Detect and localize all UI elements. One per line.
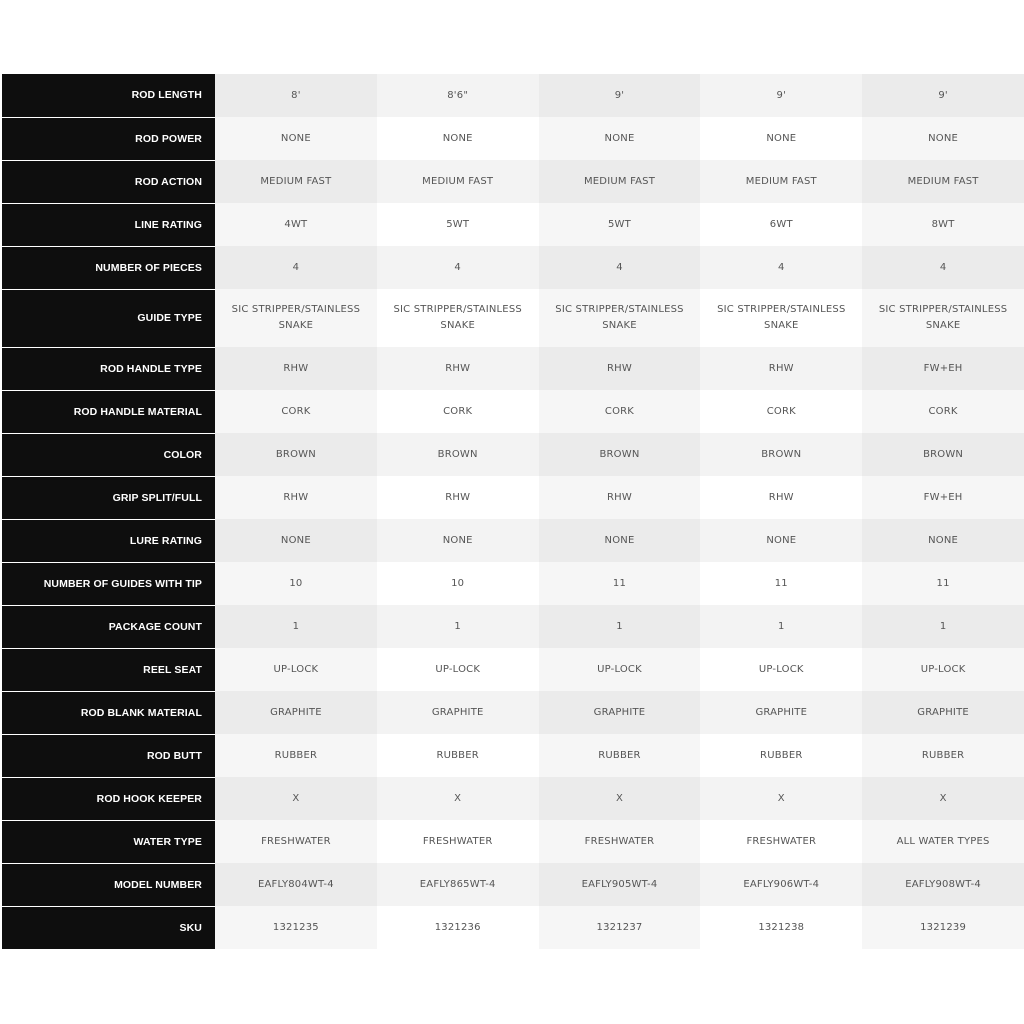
spec-cell: BROWN — [215, 433, 377, 476]
spec-cell: 4 — [700, 246, 862, 289]
spec-cell: RUBBER — [539, 734, 701, 777]
spec-row-number-of-guides — [2, 562, 1024, 605]
spec-cell: NONE — [700, 117, 862, 160]
spec-cell: MEDIUM FAST — [215, 160, 377, 203]
spec-cell: RHW — [215, 347, 377, 390]
spec-cell: FW+EH — [862, 347, 1024, 390]
spec-cell: EAFLY906WT-4 — [700, 863, 862, 906]
spec-cell: 1 — [862, 605, 1024, 648]
spec-cell: 1 — [700, 605, 862, 648]
spec-row-label: ROD POWER — [2, 117, 215, 160]
spec-cell: RHW — [700, 476, 862, 519]
spec-row-label: MODEL NUMBER — [2, 863, 215, 906]
spec-cell: GRAPHITE — [700, 691, 862, 734]
spec-row-guide-type — [2, 289, 1024, 347]
spec-row-color — [2, 433, 1024, 476]
spec-row-package-count — [2, 605, 1024, 648]
spec-cell: 1321237 — [539, 906, 701, 949]
spec-cell: 8'6" — [377, 74, 539, 117]
spec-cell: 1 — [215, 605, 377, 648]
spec-cell: UP-LOCK — [700, 648, 862, 691]
spec-row-label: GRIP SPLIT/FULL — [2, 476, 215, 519]
spec-cell: X — [377, 777, 539, 820]
spec-cell: 6WT — [700, 203, 862, 246]
spec-cell: MEDIUM FAST — [377, 160, 539, 203]
spec-cell: SIC STRIPPER/STAINLESS SNAKE — [539, 289, 701, 347]
spec-cell: CORK — [377, 390, 539, 433]
spec-cell: NONE — [539, 117, 701, 160]
spec-cell: 9' — [539, 74, 701, 117]
spec-cell: 5WT — [377, 203, 539, 246]
spec-cell: 11 — [862, 562, 1024, 605]
spec-row-rod-blank-material — [2, 691, 1024, 734]
spec-row-rod-action — [2, 160, 1024, 203]
spec-row-rod-length — [2, 74, 1024, 117]
spec-cell: 4 — [862, 246, 1024, 289]
spec-cell: 10 — [215, 562, 377, 605]
spec-row-label: ROD BUTT — [2, 734, 215, 777]
spec-cell: NONE — [215, 117, 377, 160]
spec-cell: 11 — [700, 562, 862, 605]
spec-row-label: NUMBER OF PIECES — [2, 246, 215, 289]
spec-cell: X — [862, 777, 1024, 820]
spec-cell: 8WT — [862, 203, 1024, 246]
spec-cell: CORK — [862, 390, 1024, 433]
spec-cell: BROWN — [862, 433, 1024, 476]
spec-row-number-of-pieces — [2, 246, 1024, 289]
spec-row-label: WATER TYPE — [2, 820, 215, 863]
spec-cell: EAFLY905WT-4 — [539, 863, 701, 906]
spec-row-reel-seat — [2, 648, 1024, 691]
spec-cell: MEDIUM FAST — [862, 160, 1024, 203]
spec-cell: 4WT — [215, 203, 377, 246]
spec-cell: 5WT — [539, 203, 701, 246]
spec-cell: RHW — [377, 347, 539, 390]
spec-cell: 8' — [215, 74, 377, 117]
spec-cell: X — [539, 777, 701, 820]
spec-cell: 4 — [539, 246, 701, 289]
spec-cell: EAFLY908WT-4 — [862, 863, 1024, 906]
spec-row-label: PACKAGE COUNT — [2, 605, 215, 648]
spec-row-rod-hook-keeper — [2, 777, 1024, 820]
spec-cell: 9' — [700, 74, 862, 117]
spec-cell: NONE — [215, 519, 377, 562]
spec-cell: 1321235 — [215, 906, 377, 949]
spec-cell: UP-LOCK — [215, 648, 377, 691]
spec-cell: MEDIUM FAST — [539, 160, 701, 203]
spec-cell: X — [700, 777, 862, 820]
spec-cell: NONE — [377, 117, 539, 160]
spec-cell: NONE — [700, 519, 862, 562]
spec-cell: 4 — [215, 246, 377, 289]
spec-cell: EAFLY804WT-4 — [215, 863, 377, 906]
spec-row-label: ROD HOOK KEEPER — [2, 777, 215, 820]
spec-row-sku — [2, 906, 1024, 949]
spec-cell: SIC STRIPPER/STAINLESS SNAKE — [377, 289, 539, 347]
spec-row-rod-power — [2, 117, 1024, 160]
spec-cell: 1321239 — [862, 906, 1024, 949]
spec-cell: RUBBER — [377, 734, 539, 777]
spec-cell: 1 — [539, 605, 701, 648]
spec-cell: RHW — [700, 347, 862, 390]
spec-cell: RHW — [539, 347, 701, 390]
spec-cell: NONE — [539, 519, 701, 562]
spec-cell: CORK — [700, 390, 862, 433]
spec-cell: 1321238 — [700, 906, 862, 949]
spec-cell: 1321236 — [377, 906, 539, 949]
spec-row-rod-handle-type — [2, 347, 1024, 390]
spec-row-model-number — [2, 863, 1024, 906]
spec-row-rod-butt — [2, 734, 1024, 777]
spec-cell: RUBBER — [862, 734, 1024, 777]
spec-row-label: NUMBER OF GUIDES WITH TIP — [2, 562, 215, 605]
spec-cell: SIC STRIPPER/STAINLESS SNAKE — [862, 289, 1024, 347]
spec-cell: UP-LOCK — [862, 648, 1024, 691]
spec-cell: GRAPHITE — [377, 691, 539, 734]
spec-row-rod-handle-material — [2, 390, 1024, 433]
spec-row-label: LURE RATING — [2, 519, 215, 562]
spec-cell: UP-LOCK — [539, 648, 701, 691]
spec-row-water-type — [2, 820, 1024, 863]
spec-cell: GRAPHITE — [215, 691, 377, 734]
spec-cell: MEDIUM FAST — [700, 160, 862, 203]
spec-cell: RHW — [377, 476, 539, 519]
spec-cell: 4 — [377, 246, 539, 289]
spec-row-label: ROD HANDLE MATERIAL — [2, 390, 215, 433]
spec-cell: ALL WATER TYPES — [862, 820, 1024, 863]
spec-row-label: ROD BLANK MATERIAL — [2, 691, 215, 734]
spec-cell: NONE — [862, 117, 1024, 160]
spec-cell: 9' — [862, 74, 1024, 117]
spec-cell: GRAPHITE — [539, 691, 701, 734]
spec-cell: FRESHWATER — [377, 820, 539, 863]
spec-cell: BROWN — [700, 433, 862, 476]
spec-cell: FW+EH — [862, 476, 1024, 519]
spec-cell: RHW — [539, 476, 701, 519]
spec-cell: BROWN — [539, 433, 701, 476]
spec-cell: 11 — [539, 562, 701, 605]
spec-row-label: ROD HANDLE TYPE — [2, 347, 215, 390]
spec-table — [2, 74, 1024, 950]
spec-cell: RUBBER — [700, 734, 862, 777]
spec-cell: CORK — [215, 390, 377, 433]
spec-row-label: ROD LENGTH — [2, 74, 215, 117]
spec-cell: CORK — [539, 390, 701, 433]
spec-cell: FRESHWATER — [700, 820, 862, 863]
spec-cell: NONE — [377, 519, 539, 562]
spec-cell: SIC STRIPPER/STAINLESS SNAKE — [215, 289, 377, 347]
spec-row-label: LINE RATING — [2, 203, 215, 246]
spec-cell: 1 — [377, 605, 539, 648]
spec-row-line-rating — [2, 203, 1024, 246]
spec-cell: GRAPHITE — [862, 691, 1024, 734]
spec-cell: 10 — [377, 562, 539, 605]
spec-cell: UP-LOCK — [377, 648, 539, 691]
spec-row-label: GUIDE TYPE — [2, 289, 215, 347]
spec-row-label: REEL SEAT — [2, 648, 215, 691]
spec-cell: X — [215, 777, 377, 820]
spec-row-label: SKU — [2, 906, 215, 949]
spec-cell: BROWN — [377, 433, 539, 476]
spec-cell: RUBBER — [215, 734, 377, 777]
spec-cell: FRESHWATER — [215, 820, 377, 863]
spec-cell: EAFLY865WT-4 — [377, 863, 539, 906]
spec-cell: FRESHWATER — [539, 820, 701, 863]
spec-row-label: COLOR — [2, 433, 215, 476]
spec-cell: RHW — [215, 476, 377, 519]
spec-row-lure-rating — [2, 519, 1024, 562]
spec-cell: SIC STRIPPER/STAINLESS SNAKE — [700, 289, 862, 347]
spec-row-label: ROD ACTION — [2, 160, 215, 203]
spec-row-grip-split-full — [2, 476, 1024, 519]
spec-cell: NONE — [862, 519, 1024, 562]
